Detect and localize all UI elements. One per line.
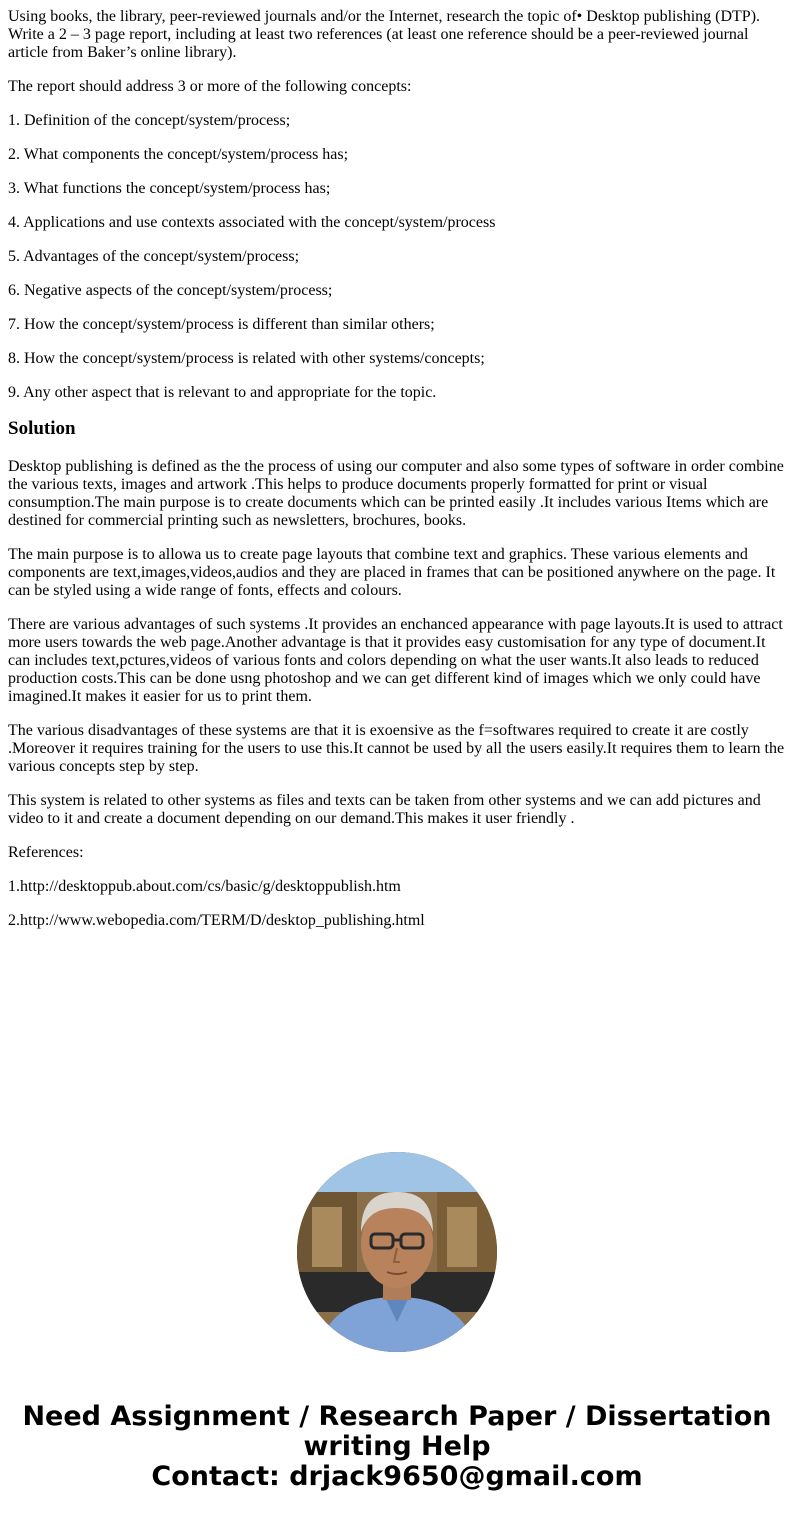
concept-item: 3. What functions the concept/system/process has;	[8, 180, 331, 197]
solution-paragraph: There are various advantages of such systems .It provides an enchanced appearance with page layouts.It is used to attract more users towards the web page.Another advantage is that it provides easy customisation for any type of document.It can includes text,pctures,videos of various fonts and colors depending on what the user wants.It also leads to reduced production costs.This can be done usng photoshop and we can get different kind of images which we only could have imagined.It makes it easier for us to print them.	[8, 616, 783, 705]
references-label: References:	[8, 844, 84, 861]
concept-item: 9. Any other aspect that is relevant to and appropriate for the topic.	[8, 384, 437, 401]
question-lead: The report should address 3 or more of the following concepts:	[8, 78, 412, 95]
solution-paragraph: Desktop publishing is defined as the the process of using our computer and also some types of software in order combine the various texts, images and artwork .This helps to produce documents properly formatted for print or visual consumption.The main purpose is to create documents which can be printed easily .It includes various Items which are destined for commercial printing such as newsletters, brochures, books.	[8, 458, 784, 529]
question-intro: Using books, the library, peer-reviewed journals and/or the Internet, research the topic of• Desktop publishing (DTP). Write a 2 – 3 page report, including at least two references (at least one reference should be a peer-reviewed journal article from Baker’s online library).	[8, 8, 761, 61]
solution-heading: Solution	[8, 418, 76, 439]
portrait-image	[297, 1152, 497, 1352]
author-avatar	[297, 1152, 497, 1352]
reference-item: 1.http://desktoppub.about.com/cs/basic/g/desktoppublish.htm	[8, 878, 401, 895]
solution-paragraph: This system is related to other systems as files and texts can be taken from other systems and we can add pictures and video to it and create a document depending on our demand.This makes it user friendly .	[8, 792, 761, 827]
contact-banner	[0, 1402, 794, 1492]
concept-item: 8. How the concept/system/process is related with other systems/concepts;	[8, 350, 485, 367]
solution-paragraph: The various disadvantages of these systems are that it is exoensive as the f=softwares required to create it are costly .Moreover it requires training for the users to use this.It cannot be used by all the users easily.It requires them to learn the various concepts step by step.	[8, 722, 785, 775]
promo-footer	[0, 1152, 794, 1492]
concept-item: 4. Applications and use contexts associated with the concept/system/process	[8, 214, 496, 231]
concept-item: 2. What components the concept/system/process has;	[8, 146, 349, 163]
concept-item: 7. How the concept/system/process is different than similar others;	[8, 316, 435, 333]
concept-item: 1. Definition of the concept/system/process;	[8, 112, 291, 129]
concept-item: 6. Negative aspects of the concept/system/process;	[8, 282, 333, 299]
solution-paragraph: The main purpose is to allowa us to create page layouts that combine text and graphics. These various elements and components are text,images,videos,audios and they are placed in frames that can be positioned anywhere on the page. It can be styled using a wide range of fonts, effects and colours.	[8, 546, 776, 599]
banner-line: writing Help	[303, 1431, 491, 1462]
contact-email: Contact: drjack9650@gmail.com	[151, 1461, 643, 1492]
reference-item: 2.http://www.webopedia.com/TERM/D/desktop_publishing.html	[8, 912, 425, 929]
concept-item: 5. Advantages of the concept/system/process;	[8, 248, 300, 265]
banner-line: Need Assignment / Research Paper / Dissertation	[22, 1401, 772, 1432]
